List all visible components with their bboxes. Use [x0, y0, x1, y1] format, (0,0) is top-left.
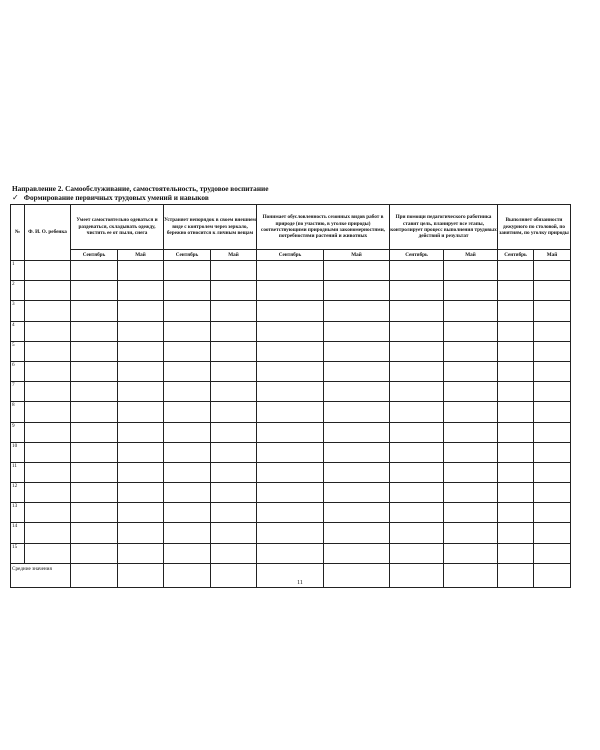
table-cell[interactable]: [390, 361, 444, 381]
table-cell[interactable]: [390, 382, 444, 402]
table-cell[interactable]: [164, 301, 211, 321]
month-may-header: Май: [444, 250, 498, 261]
table-cell[interactable]: [444, 261, 498, 281]
table-cell[interactable]: [211, 503, 257, 523]
table-cell[interactable]: [534, 301, 571, 321]
table-cell[interactable]: [444, 503, 498, 523]
table-cell[interactable]: [324, 442, 390, 462]
table-cell[interactable]: [324, 382, 390, 402]
table-cell[interactable]: [324, 361, 390, 381]
table-row: [11, 261, 571, 281]
table-cell[interactable]: [498, 543, 534, 563]
table-cell[interactable]: [164, 341, 211, 361]
section-title: Направление 2. Самообслуживание, самостоятельность, трудовое воспитание: [12, 184, 269, 193]
table-cell[interactable]: [444, 462, 498, 482]
table-cell[interactable]: [444, 321, 498, 341]
month-september-header: Сентябрь: [164, 250, 211, 261]
skill-header-4: При помощи педагогического работника ставит цель, планирует все этапы, контролирует процесс выполнения трудовых действий и результат: [390, 205, 498, 250]
row-number: 14: [11, 523, 25, 543]
table-cell[interactable]: [118, 543, 164, 563]
table-cell[interactable]: [211, 301, 257, 321]
table-cell[interactable]: [498, 281, 534, 301]
child-name-cell[interactable]: [25, 281, 71, 301]
child-name-cell[interactable]: [25, 382, 71, 402]
table-cell[interactable]: [534, 402, 571, 422]
month-september-header: Сентябрь: [390, 250, 444, 261]
skill-header-1: Умеет самостоятельно одеваться и раздеваться, складывать одежду, чистить ее от пыли, снега: [71, 205, 164, 250]
table-cell[interactable]: [498, 402, 534, 422]
header-row-months: [11, 250, 571, 261]
table-cell[interactable]: [257, 321, 324, 341]
table-cell[interactable]: [498, 301, 534, 321]
row-number: 1: [11, 261, 25, 281]
assessment-table: [10, 204, 571, 588]
table-row: [11, 442, 571, 462]
table-cell[interactable]: [211, 462, 257, 482]
table-cell[interactable]: [257, 462, 324, 482]
table-cell[interactable]: [118, 382, 164, 402]
table-cell[interactable]: [118, 361, 164, 381]
table-cell[interactable]: [534, 543, 571, 563]
table-cell[interactable]: [211, 543, 257, 563]
month-september-header: Сентябрь: [71, 250, 118, 261]
table-cell[interactable]: [211, 261, 257, 281]
table-cell[interactable]: [324, 341, 390, 361]
month-september-header: Сентябрь: [257, 250, 324, 261]
row-number: 4: [11, 321, 25, 341]
table-cell[interactable]: [164, 361, 211, 381]
table-cell[interactable]: [164, 422, 211, 442]
row-number: 9: [11, 422, 25, 442]
table-cell[interactable]: [71, 382, 118, 402]
table-cell[interactable]: [534, 321, 571, 341]
table-cell[interactable]: [324, 543, 390, 563]
table-cell[interactable]: [164, 402, 211, 422]
table-cell[interactable]: [71, 261, 118, 281]
child-name-cell[interactable]: [25, 543, 71, 563]
row-number: 13: [11, 503, 25, 523]
table-cell[interactable]: [118, 261, 164, 281]
table-row: [11, 301, 571, 321]
table-cell[interactable]: [498, 382, 534, 402]
table-cell[interactable]: [71, 503, 118, 523]
section-subtitle: Формирование первичных трудовых умений и навыков: [23, 193, 209, 202]
skill-header-2: Устраняет непорядок в своем внешнем виде с контролем через зеркало, бережно относится к личным вещам: [164, 205, 257, 250]
table-cell[interactable]: [164, 442, 211, 462]
table-cell[interactable]: [444, 402, 498, 422]
table-cell[interactable]: [211, 341, 257, 361]
table-cell[interactable]: [390, 341, 444, 361]
table-cell[interactable]: [390, 261, 444, 281]
row-number: 2: [11, 281, 25, 301]
row-number: 7: [11, 382, 25, 402]
row-number: 6: [11, 361, 25, 381]
table-cell[interactable]: [390, 402, 444, 422]
table-cell[interactable]: [164, 382, 211, 402]
table-cell[interactable]: [498, 503, 534, 523]
table-cell[interactable]: [257, 422, 324, 442]
table-cell[interactable]: [211, 321, 257, 341]
table-cell[interactable]: [118, 341, 164, 361]
table-cell[interactable]: [257, 503, 324, 523]
table-cell[interactable]: [71, 361, 118, 381]
table-row: [11, 422, 571, 442]
table-cell[interactable]: [257, 361, 324, 381]
table-row: [11, 361, 571, 381]
table-cell[interactable]: [390, 483, 444, 503]
table-row: [11, 402, 571, 422]
page-number: 11: [297, 580, 303, 586]
table-cell[interactable]: [164, 281, 211, 301]
average-label: Средние значения: [11, 563, 71, 587]
table-cell[interactable]: [118, 442, 164, 462]
table-row: [11, 523, 571, 543]
table-cell[interactable]: [324, 483, 390, 503]
row-number: 3: [11, 301, 25, 321]
table-row: [11, 543, 571, 563]
table-cell[interactable]: [118, 483, 164, 503]
table-cell[interactable]: [324, 422, 390, 442]
table-cell[interactable]: [390, 281, 444, 301]
table-cell[interactable]: [390, 543, 444, 563]
row-number: 12: [11, 483, 25, 503]
table-cell[interactable]: [211, 442, 257, 462]
table-cell[interactable]: [164, 483, 211, 503]
table-cell[interactable]: [498, 483, 534, 503]
table-cell[interactable]: [444, 341, 498, 361]
child-name-cell[interactable]: [25, 261, 71, 281]
table-cell[interactable]: [534, 341, 571, 361]
month-may-header: Май: [211, 250, 257, 261]
child-name-cell[interactable]: [25, 503, 71, 523]
checkmark-icon: ✓: [12, 193, 19, 202]
month-may-header: Май: [534, 250, 571, 261]
row-number: 15: [11, 543, 25, 563]
table-cell[interactable]: [534, 422, 571, 442]
table-cell[interactable]: [164, 503, 211, 523]
table-cell[interactable]: [444, 422, 498, 442]
child-name-cell[interactable]: [25, 462, 71, 482]
table-cell[interactable]: [118, 523, 164, 543]
table-cell[interactable]: [324, 321, 390, 341]
table-cell[interactable]: [324, 462, 390, 482]
child-name-cell[interactable]: [25, 361, 71, 381]
table-cell[interactable]: [71, 321, 118, 341]
table-cell[interactable]: [257, 341, 324, 361]
section-subtitle-line: [12, 193, 268, 202]
table-cell[interactable]: [71, 402, 118, 422]
table-cell[interactable]: [71, 281, 118, 301]
row-number: 8: [11, 402, 25, 422]
table-cell[interactable]: [498, 361, 534, 381]
table-cell[interactable]: [390, 462, 444, 482]
table-cell[interactable]: [118, 402, 164, 422]
table-cell[interactable]: [118, 462, 164, 482]
table-cell[interactable]: [498, 462, 534, 482]
table-cell[interactable]: [444, 301, 498, 321]
table-cell[interactable]: [257, 382, 324, 402]
table-cell[interactable]: [534, 361, 571, 381]
table-cell[interactable]: [324, 281, 390, 301]
table-cell[interactable]: [118, 503, 164, 523]
table-cell[interactable]: [324, 261, 390, 281]
month-may-header: Май: [118, 250, 164, 261]
table-cell[interactable]: [390, 523, 444, 543]
table-cell[interactable]: [71, 341, 118, 361]
child-name-column-header: Ф. И. О. ребенка: [25, 205, 71, 261]
table-cell[interactable]: [71, 442, 118, 462]
table-cell[interactable]: [534, 261, 571, 281]
table-cell[interactable]: [390, 422, 444, 442]
skill-header-3: Понимает обусловленность сезонных видов работ в природе (по участию, в уголке природы) соответствующими природными закономерностями, потребностями растений и животных: [257, 205, 390, 250]
table-cell[interactable]: [118, 422, 164, 442]
table-cell[interactable]: [71, 422, 118, 442]
table-cell[interactable]: [211, 422, 257, 442]
table-cell[interactable]: [257, 483, 324, 503]
table-row: [11, 462, 571, 482]
child-name-cell[interactable]: [25, 301, 71, 321]
table-cell[interactable]: [444, 382, 498, 402]
table-cell[interactable]: [444, 523, 498, 543]
table-row: [11, 341, 571, 361]
table-cell[interactable]: [534, 442, 571, 462]
table-cell[interactable]: [534, 382, 571, 402]
table-cell[interactable]: [390, 442, 444, 462]
table-cell[interactable]: [257, 281, 324, 301]
table-cell[interactable]: [118, 321, 164, 341]
table-cell[interactable]: [390, 301, 444, 321]
table-cell[interactable]: [71, 523, 118, 543]
child-name-cell[interactable]: [25, 402, 71, 422]
table-cell[interactable]: [211, 402, 257, 422]
number-column-header: №: [11, 205, 25, 261]
table-cell[interactable]: [498, 261, 534, 281]
table-cell[interactable]: [534, 281, 571, 301]
table-cell[interactable]: [164, 321, 211, 341]
table-cell[interactable]: [164, 261, 211, 281]
header-row-skills: [11, 205, 571, 250]
table-cell[interactable]: [444, 361, 498, 381]
table-cell[interactable]: [444, 483, 498, 503]
table-cell[interactable]: [534, 462, 571, 482]
table-cell[interactable]: [534, 503, 571, 523]
table-cell[interactable]: [390, 503, 444, 523]
table-cell[interactable]: [324, 402, 390, 422]
table-cell[interactable]: [534, 483, 571, 503]
table-cell[interactable]: [498, 341, 534, 361]
table-cell[interactable]: [257, 261, 324, 281]
table-cell[interactable]: [390, 321, 444, 341]
table-cell[interactable]: [211, 382, 257, 402]
table-cell[interactable]: [324, 523, 390, 543]
table-cell[interactable]: [257, 301, 324, 321]
table-cell[interactable]: [71, 483, 118, 503]
month-may-header: Май: [324, 250, 390, 261]
table-cell[interactable]: [257, 442, 324, 462]
child-name-cell[interactable]: [25, 483, 71, 503]
table-cell[interactable]: [444, 442, 498, 462]
table-cell[interactable]: [211, 523, 257, 543]
table-cell[interactable]: [211, 483, 257, 503]
table-cell[interactable]: [324, 503, 390, 523]
table-cell[interactable]: [211, 361, 257, 381]
table-cell[interactable]: [211, 281, 257, 301]
table-cell[interactable]: [498, 442, 534, 462]
child-name-cell[interactable]: [25, 523, 71, 543]
table-cell[interactable]: [71, 301, 118, 321]
table-row: [11, 382, 571, 402]
section-heading: [12, 184, 268, 202]
row-number: 5: [11, 341, 25, 361]
table-cell[interactable]: [164, 543, 211, 563]
table-row: [11, 483, 571, 503]
child-name-cell[interactable]: [25, 442, 71, 462]
table-cell[interactable]: [444, 281, 498, 301]
table-row: [11, 321, 571, 341]
skill-header-5: Выполняет обязанности дежурного по столовой, по занятиям, по уголку природы: [498, 205, 571, 250]
child-name-cell[interactable]: [25, 321, 71, 341]
table-cell[interactable]: [534, 523, 571, 543]
table-row: [11, 281, 571, 301]
table-cell[interactable]: [498, 321, 534, 341]
table-cell[interactable]: [118, 281, 164, 301]
table-cell[interactable]: [324, 301, 390, 321]
table-cell[interactable]: [498, 523, 534, 543]
row-number: 11: [11, 462, 25, 482]
month-september-header: Сентябрь: [498, 250, 534, 261]
table-cell[interactable]: [257, 523, 324, 543]
table-cell[interactable]: [164, 523, 211, 543]
table-row: [11, 503, 571, 523]
table-cell[interactable]: [257, 543, 324, 563]
child-name-cell[interactable]: [25, 341, 71, 361]
table-cell[interactable]: [118, 301, 164, 321]
table-cell[interactable]: [444, 543, 498, 563]
child-name-cell[interactable]: [25, 422, 71, 442]
row-number: 10: [11, 442, 25, 462]
table-cell[interactable]: [257, 402, 324, 422]
table-cell[interactable]: [164, 462, 211, 482]
table-cell[interactable]: [71, 543, 118, 563]
table-cell[interactable]: [498, 422, 534, 442]
table-cell[interactable]: [71, 462, 118, 482]
